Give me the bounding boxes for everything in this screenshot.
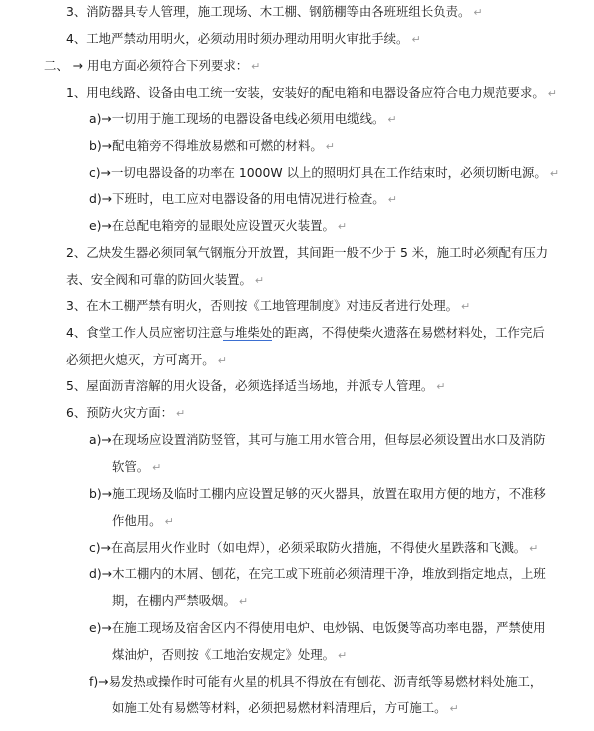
paragraph-mark: ↵ [152,461,162,474]
paragraph-mark: ↵ [387,113,397,126]
spellcheck-underlined-text: 与堆柴处 [222,325,273,340]
paragraph-mark: ↵ [529,542,539,555]
list-item-continuation: 如施工处有易燃等材料，必须把易燃材料清理后，方可施工。 ↵ [112,700,459,715]
paragraph-mark: ↵ [238,595,249,608]
list-item: b)→施工现场及临时工棚内应设置足够的灭火器具，放置在取用方便的地方，不准移 [89,486,546,501]
list-item: c)→在高层用火作业时（如电焊），必须采取防火措施，不得使火星跌落和飞溅。 ↵ [89,540,539,555]
paragraph-mark: ↵ [461,300,471,313]
text-line: 4、工地严禁动用明火，必须动用时须办理动用明火审批手续。 ↵ [66,31,421,46]
paragraph-mark: ↵ [164,515,174,528]
paragraph-mark: ↵ [549,167,560,180]
list-item: a)→一切用于施工现场的电器设备电线必须用电缆线。 ↵ [89,111,397,126]
list-item: d)→木工棚内的木屑、刨花，在完工或下班前必须清理干净，堆放到指定地点，上班 [89,566,546,581]
list-item: f)→易发热或操作时可能有火星的机具不得放在有刨花、沥青纸等易燃材料处施工， [89,674,543,689]
paragraph-mark: ↵ [547,87,557,100]
text-line: 表、安全阀和可靠的防回火装置。 ↵ [66,272,265,287]
paragraph-mark: ↵ [325,140,335,153]
list-item: d)→下班时，电工应对电器设备的用电情况进行检查。 ↵ [89,191,397,206]
section-heading: 二、 → 用电方面必须符合下列要求： ↵ [44,58,261,73]
list-item-continuation: 期，在棚内严禁吸烟。 ↵ [112,593,249,608]
text-line: 必须把火熄灭，方可离开。 ↵ [66,352,227,367]
text-line: 1、用电线路、设备由电工统一安装，安装好的配电箱和电器设备应符合电力规范要求。 ↵ [66,85,557,100]
paragraph-mark: ↵ [411,33,421,46]
list-item: e)→在总配电箱旁的显眼处应设置灭火装置。 ↵ [89,218,348,233]
list-item: c)→一切电器设备的功率在 1000W 以上的照明灯具在工作结束时，必须切断电源。 ↵ [89,165,560,180]
paragraph-mark: ↵ [338,649,348,662]
text-line: 3、消防器具专人管理，施工现场、木工棚、钢筋棚等由各班班组长负责。 ↵ [66,4,483,19]
paragraph-mark: ↵ [176,407,186,420]
list-item-continuation: 软管。 ↵ [112,459,162,474]
text-line: 5、屋面沥青溶解的用火设备，必须选择适当场地，并派专人管理。 ↵ [66,378,446,393]
paragraph-mark: ↵ [387,193,397,206]
paragraph-mark: ↵ [473,6,483,19]
paragraph-mark: ↵ [449,702,459,715]
paragraph-mark: ↵ [337,220,348,233]
paragraph-mark: ↵ [436,380,446,393]
list-item-continuation: 煤油炉，否则按《工地治安规定》处理。 ↵ [112,647,348,662]
list-item: a)→在现场应设置消防竖管，其可与施工用水管合用，但每层必须设置出水口及消防 [89,432,546,447]
text-line: 2、乙炔发生器必须同氧气钢瓶分开放置，其间距一般不少于 5 米，施工时必须配有压力 [66,245,549,260]
list-item: b)→配电箱旁不得堆放易燃和可燃的材料。 ↵ [89,138,335,153]
text-line: 3、在木工棚严禁有明火，否则按《工地管理制度》对违反者进行处理。 ↵ [66,298,471,313]
paragraph-mark: ↵ [254,274,265,287]
list-item-continuation: 作他用。 ↵ [112,513,174,528]
text-line: 4、食堂工作人员应密切注意与堆柴处的距离，不得使柴火遗落在易燃材料处，工作完后 [66,325,545,340]
text-line: 6、预防火灾方面： ↵ [66,405,186,420]
list-item: e)→在施工现场及宿舍区内不得使用电炉、电炒锅、电饭煲等高功率电器，严禁使用 [89,620,546,635]
paragraph-mark: ↵ [251,60,261,73]
paragraph-mark: ↵ [217,354,227,367]
